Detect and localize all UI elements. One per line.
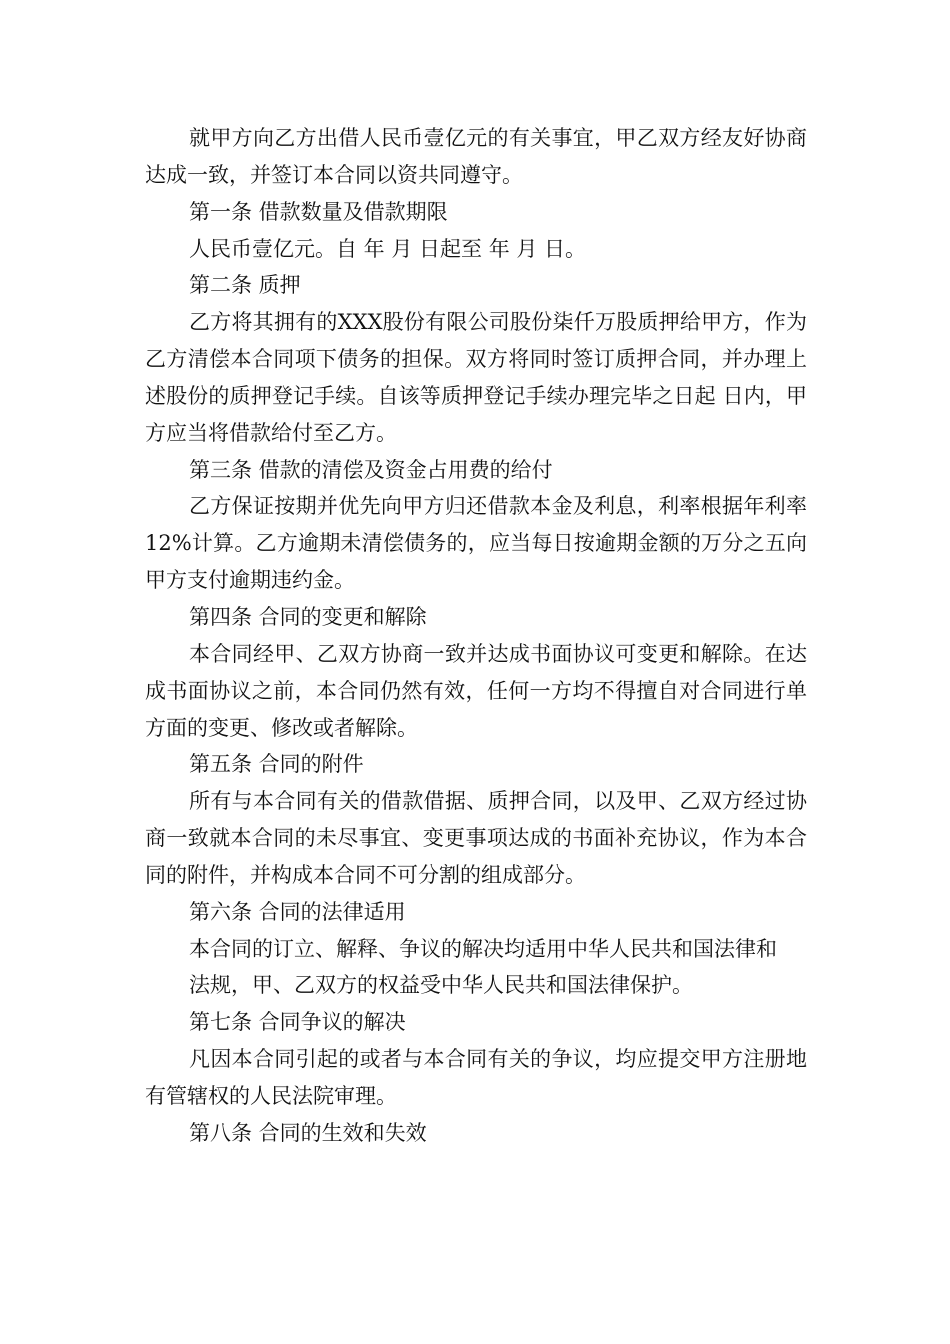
article-6-heading: 第六条 合同的法律适用	[189, 899, 406, 924]
article-8-heading: 第八条 合同的生效和失效	[189, 1120, 427, 1145]
article-1-body: 人民币壹亿元。自 年 月 日起至 年 月 日。	[189, 236, 587, 261]
article-4-heading: 第四条 合同的变更和解除	[189, 604, 427, 629]
article-5-heading: 第五条 合同的附件	[189, 752, 364, 777]
article-1-heading: 第一条 借款数量及借款期限	[189, 199, 448, 224]
article-6-body-continued: 法规，甲、乙双方的权益受中华人民共和国法律保护。	[189, 973, 693, 998]
article-7-body: 凡因本合同引起的或者与本合同有关的争议，均应提交甲方注册地有管辖权的人民法院审理。	[145, 1047, 807, 1108]
article-4-body: 本合同经甲、乙双方协商一致并达成书面协议可变更和解除。在达成书面协议之前，本合同仍然有效，任何一方均不得擅自对合同进行单方面的变更、修改或者解除。	[145, 641, 807, 740]
article-6-body: 本合同的订立、解释、争议的解决均适用中华人民共和国法律和	[189, 936, 777, 961]
article-2-body: 乙方将其拥有的XXX股份有限公司股份柒仟万股质押给甲方，作为乙方清偿本合同项下债务的担保。双方将同时签订质押合同，并办理上述股份的质押登记手续。自该等质押登记手续办理完毕之日起 日内，甲方应当将借款给付至乙方。	[145, 310, 807, 445]
article-5-body: 所有与本合同有关的借款借据、质押合同，以及甲、乙双方经过协商一致就本合同的未尽事宜、变更事项达成的书面补充协议，作为本合同的附件，并构成本合同不可分割的组成部分。	[145, 789, 807, 887]
article-7-heading: 第七条 合同争议的解决	[189, 1010, 406, 1035]
article-2-heading: 第二条 质押	[189, 273, 301, 298]
article-3-heading: 第三条 借款的清偿及资金占用费的给付	[189, 457, 553, 482]
document-body	[145, 120, 807, 1152]
intro-paragraph: 就甲方向乙方出借人民币壹亿元的有关事宜，甲乙双方经友好协商达成一致，并签订本合同以资共同遵守。	[145, 126, 807, 187]
article-3-body: 乙方保证按期并优先向甲方归还借款本金及利息，利率根据年利率12%计算。乙方逾期未清偿债务的，应当每日按逾期金额的万分之五向甲方支付逾期违约金。	[145, 494, 807, 593]
